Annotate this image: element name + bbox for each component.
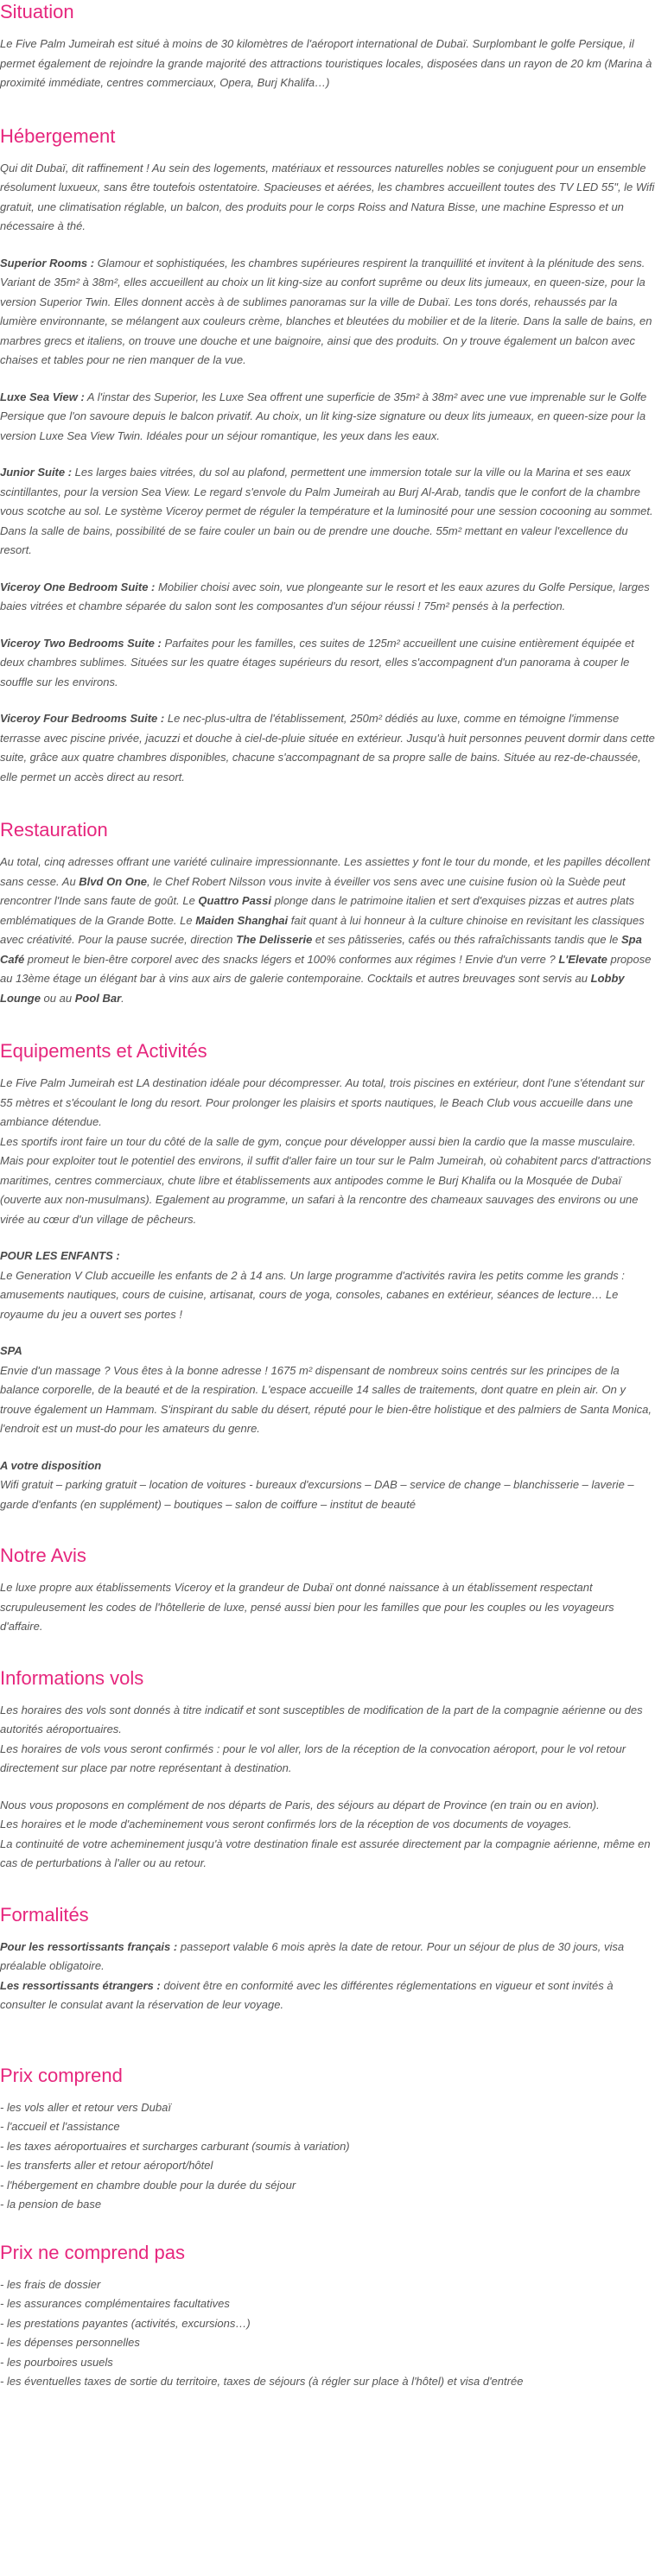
- spa-text: Envie d'un massage ? Vous êtes à la bonne adresse ! 1675 m² dispensant de nombreux soins centrés sur les principes de la balance corporelle, de la beauté et de la respiration. L'espace accueille 14 salles de traitements, dont quatre en plein air. On y trouve également un Hammam. S'inspirant du sable du désert, réputé pour le bien-être holistique et des palmiers de Santa Monica, l'endroit est un must-do pour les amateurs du genre.: [0, 1363, 652, 1435]
- equipements-p2: Les sportifs iront faire un tour du côté de la salle de gym, conçue pour développer aussi bien la cardio que la masse musculaire.: [0, 1134, 636, 1148]
- restaurant-name: L'Elevate: [558, 952, 607, 966]
- room-description: Mobilier choisi avec soin, vue plongeante sur le resort et les eaux azures du Golfe Persique, larges baies vitrées et chambre séparée du salon sont les composantes d'un séjour réussi ! 75m² pensés à la perfection.: [0, 580, 650, 612]
- list-item: - les prestations payantes (activités, excursions…): [0, 2316, 251, 2330]
- list-item: - les dépenses personnelles: [0, 2336, 140, 2349]
- list-item: - l'hébergement en chambre double pour la durée du séjour: [0, 2178, 296, 2192]
- prix-comprend-list: [0, 2098, 655, 2215]
- room-description: A l'instar des Superior, les Luxe Sea offrent une superficie de 35m² à 38m² avec une vue imprenable sur le Golfe Persique que l'on savoure depuis le balcon privatif. Au choix, un lit king-size signature ou deux lits jumeaux, en queen-size pour la version Luxe Sea View Twin. Idéales pour un séjour romantique, les yeux dans les eaux.: [0, 390, 647, 442]
- vols-p3: Nous vous proposons en complément de nos départs de Paris, des séjours au départ de Province (en train ou en avion).: [0, 1798, 600, 1811]
- section-formalites: [0, 1903, 655, 2015]
- restauration-text: [0, 853, 655, 1008]
- text-run: et ses pâtisseries, cafés ou thés rafraîchissants tandis que le: [312, 933, 621, 946]
- section-title-avis: Notre Avis: [0, 1545, 86, 1566]
- room-name: Viceroy Four Bedrooms Suite :: [0, 712, 165, 725]
- room-description: Le nec-plus-ultra de l'établissement, 250m² dédiés au luxe, comme en témoigne l'immense terrasse avec piscine privée, jacuzzi et douche à ciel-de-pluie située en extérieur. Jusqu'à huit personnes peuvent dormir dans cette suite, grâce aux quatre chambres disponibles, chacune s'accompagnant de sa propre salle de bains. Située au rez-de-chaussée, elle permet un accès direct au resort.: [0, 712, 655, 784]
- section-title-prix-comprend: Prix comprend: [0, 2064, 123, 2086]
- enfants-label: POUR LES ENFANTS :: [0, 1249, 120, 1262]
- list-item: - les pourboires usuels: [0, 2355, 113, 2369]
- enfants-text: Le Generation V Club accueille les enfants de 2 à 14 ans. Un large programme d'activités ravira les petits comme les grands : amusements nautiques, cours de cuisine, artisanat, cours de yoga, consoles, cabanes en extérieur, séances de lecture… Le royaume du jeu a ouvert ses portes !: [0, 1268, 625, 1321]
- list-item: - l'accueil et l'assistance: [0, 2120, 120, 2133]
- text-run: ou au: [40, 991, 75, 1005]
- room-two-bedrooms-suite: [0, 634, 655, 693]
- formalites-etrangers-label: Les ressortissants étrangers :: [0, 1978, 161, 1992]
- vols-p2: Les horaires de vols vous seront confirmés : pour le vol aller, lors de la réception de la convocation aéroport, pour le vol retour directement sur place par notre représentant à destination.: [0, 1742, 626, 1774]
- section-prix-comprend: [0, 2064, 655, 2215]
- list-item: - les transferts aller et retour aéroport/hôtel: [0, 2159, 213, 2172]
- room-name: Viceroy Two Bedrooms Suite :: [0, 636, 162, 650]
- list-item: - les frais de dossier: [0, 2277, 101, 2291]
- section-title-equipements: Equipements et Activités: [0, 1040, 207, 1062]
- room-description: Glamour et sophistiquées, les chambres supérieures respirent la tranquillité et invitent à la plénitude des sens. Variant de 35m² à 38m², elles accueillent au choix un lit king-size au confort suprême ou deux lits jumeaux, en queen-size, pour la version Superior Twin. Elles donnent accès à de sublimes panoramas sur la ville de Dubaï. Les tons dorés, rehaussés par la lumière environnante, se mélangent aux couleurs crème, blanches et bleutées du mobilier et de la literie. Dans la salle de bains, en marbres grecs et italiens, on trouve une douche et une baignoire, ainsi que des produits. On y trouve également un balcon avec chaises et tables pour ne rien manquer de la vue.: [0, 256, 652, 366]
- room-junior-suite: [0, 463, 655, 561]
- section-vols: [0, 1666, 655, 1874]
- room-four-bedrooms-suite: [0, 709, 655, 787]
- section-equipements: [0, 1039, 655, 1514]
- section-title-formalites: Formalités: [0, 1903, 89, 1926]
- text-run: fait quant à lui honneur à la culture chinoise en revisitant les classiques avec créativité. Pour la pause sucrée, direction: [0, 913, 645, 946]
- formalites-francais: [0, 1938, 655, 1976]
- restaurant-name: Blvd On One: [79, 874, 148, 888]
- room-name: Superior Rooms :: [0, 256, 95, 270]
- equipements-p3: Mais pour exploiter tout le potentiel des environs, il suffit d'aller faire un tour sur le Palm Jumeirah, où cohabitent parcs d'attractions maritimes, centres commerciaux, chute libre et établissements aux antipodes comme le Burj Khalifa ou la Mosquée de Dubaï (ouverte aux non-musulmans). Egalement au programme, un safari à la rencontre des chameaux sauvages des environs ou une virée au cœur d'un village de pêcheurs.: [0, 1154, 652, 1226]
- room-luxe-sea-view: [0, 388, 655, 447]
- section-title-vols: Informations vols: [0, 1666, 144, 1689]
- section-prix-ne-comprend-pas: [0, 2241, 655, 2392]
- disposition-heading: [0, 1456, 655, 1476]
- formalites-francais-label: Pour les ressortissants français :: [0, 1939, 178, 1953]
- situation-text: Le Five Palm Jumeirah est situé à moins de 30 kilomètres de l'aéroport international de Dubaï. Surplombant le golfe Persique, il permet également de rejoindre la grande majorité des attractions touristiques locales, disposées dans un rayon de 20 km (Marina à proximité immédiate, centres commerciaux, Opera, Burj Khalifa…): [0, 37, 652, 89]
- room-name: Junior Suite :: [0, 466, 73, 479]
- list-item: - les vols aller et retour vers Dubaï: [0, 2100, 171, 2114]
- room-one-bedroom-suite: [0, 578, 655, 617]
- restaurant-name: Lobby Lounge: [0, 972, 625, 1005]
- room-name: Luxe Sea View :: [0, 390, 85, 403]
- restaurant-name: Pool Bar: [74, 991, 122, 1005]
- vols-p5: La continuité de votre acheminement jusqu'à votre destination finale est assurée directement par la compagnie aérienne, même en cas de perturbations à l'aller ou au retour.: [0, 1837, 651, 1869]
- formalites-francais-text: passeport valable 6 mois après la date de retour. Pour un séjour de plus de 30 jours, visa préalable obligatoire.: [0, 1939, 625, 1972]
- formalites-etrangers: [0, 1976, 655, 2015]
- formalites-etrangers-text: doivent être en conformité avec les différentes réglementations en vigueur et sont invités à consulter le consulat avant la réservation de leur voyage.: [0, 1978, 614, 2011]
- restaurant-name: Quattro Passi: [198, 894, 271, 907]
- prix-ne-comprend-pas-list: [0, 2275, 655, 2392]
- section-hebergement: [0, 124, 655, 788]
- spa-label: SPA: [0, 1344, 22, 1357]
- room-description: Parfaites pour les familles, ces suites de 125m² accueillent une cuisine entièrement équipée et deux chambres sublimes. Situées sur les quatre étages supérieurs du resort, elles s'accompagnent d'un panorama à couper le souffle sur les environs.: [0, 636, 634, 688]
- room-superior: [0, 254, 655, 371]
- vols-p1: Les horaires des vols sont donnés à titre indicatif et sont susceptibles de modification de la part de la compagnie aérienne ou des autorités aéroportuaires.: [0, 1703, 643, 1735]
- section-title-prix-ne-comprend-pas: Prix ne comprend pas: [0, 2241, 185, 2263]
- vols-p4: Les horaires et le mode d'acheminement vous seront confirmés lors de la réception de vos documents de voyages.: [0, 1818, 572, 1830]
- list-item: - les assurances complémentaires facultatives: [0, 2297, 230, 2310]
- restaurant-name: The Delisserie: [236, 933, 313, 946]
- section-restauration: [0, 818, 655, 1008]
- disposition-text: Wifi gratuit – parking gratuit – location de voitures - bureaux d'excursions – DAB – service de change – blanchisserie – laverie – garde d'enfants (en supplément) – boutiques – salon de coiffure – institut de beauté: [0, 1478, 634, 1511]
- text-run: , le Chef Robert Nilsson vous invite à éveiller vos sens avec une cuisine fusion où la Suède peut rencontrer l'Inde sans faute de goût. Le: [0, 874, 626, 907]
- text-run: Au total, cinq adresses offrant une variété culinaire impressionnante. Les assiettes y font le tour du monde, et les papilles décollent sans cesse. Au: [0, 855, 651, 888]
- hebergement-intro: Qui dit Dubaï, dit raffinement ! Au sein des logements, matériaux et ressources naturelles nobles se conjuguent pour un ensemble résolument luxueux, sans être toutefois ostentatoire. Spacieuses et aérées, les chambres accueillent toutes des TV LED 55", le Wifi gratuit, une climatisation réglable, un balcon, des produits pour le corps Roiss and Natura Bisse, une machine Espresso et un nécessaire à thé.: [0, 161, 655, 232]
- section-title-situation: Situation: [0, 1, 74, 22]
- equipements-p1: Le Five Palm Jumeirah est LA destination idéale pour décompresser. Au total, trois piscines en extérieur, dont l'une s'étendant sur 55 mètres et s'écoulant le long du resort. Pour prolonger les plaisirs et sports nautiques, le Beach Club vous accueille dans une ambiance détendue.: [0, 1076, 645, 1128]
- room-description: Les larges baies vitrées, du sol au plafond, permettent une immersion totale sur la ville ou la Marina et ses eaux scintillantes, pour la version Sea View. Le regard s'envole du Palm Jumeirah au Burj Al-Arab, tandis que le confort de la chambre vous scotche au sol. Le système Viceroy permet de réguler la température et la luminosité pour une session cocooning au sommet. Dans la salle de bains, possibilité de se faire couler un bain ou de prendre une douche. 55m² mettant en valeur l'excellence du resort.: [0, 466, 653, 556]
- section-situation: [0, 0, 655, 93]
- list-item: - la pension de base: [0, 2198, 102, 2211]
- avis-text: Le luxe propre aux établissements Viceroy et la grandeur de Dubaï ont donné naissance à un établissement respectant scrupuleusement les codes de l'hôtellerie de luxe, pensé aussi bien pour les familles que pour les couples ou les voyageurs d'affaire.: [0, 1581, 614, 1633]
- text-run: promeut le bien-être corporel avec des snacks légers et 100% conformes aux régimes ! Envie d'un verre ?: [24, 952, 559, 966]
- list-item: - les éventuelles taxes de sortie du territoire, taxes de séjours (à régler sur place à l'hôtel) et visa d'entrée: [0, 2375, 524, 2388]
- room-name: Viceroy One Bedroom Suite :: [0, 580, 156, 593]
- text-run: propose au 13ème étage un élégant bar à vins aux airs de galerie contemporaine. Cocktails et autres breuvages sont servis au: [0, 952, 652, 985]
- section-title-restauration: Restauration: [0, 819, 108, 841]
- text-run: plonge dans le patrimoine italien et sert d'exquises pizzas et autres plats emblématiques de la Grande Botte. Le: [0, 894, 635, 927]
- list-item: - les taxes aéroportuaires et surcharges carburant (soumis à variation): [0, 2139, 350, 2153]
- section-title-hebergement: Hébergement: [0, 124, 116, 147]
- enfants-heading: [0, 1247, 655, 1266]
- text-run: .: [121, 991, 124, 1005]
- restaurant-name: Maiden Shanghai: [195, 913, 289, 927]
- spa-heading: [0, 1342, 655, 1361]
- section-avis: [0, 1544, 655, 1637]
- disposition-label: A votre disposition: [0, 1458, 102, 1472]
- restaurant-name: Spa Café: [0, 933, 642, 966]
